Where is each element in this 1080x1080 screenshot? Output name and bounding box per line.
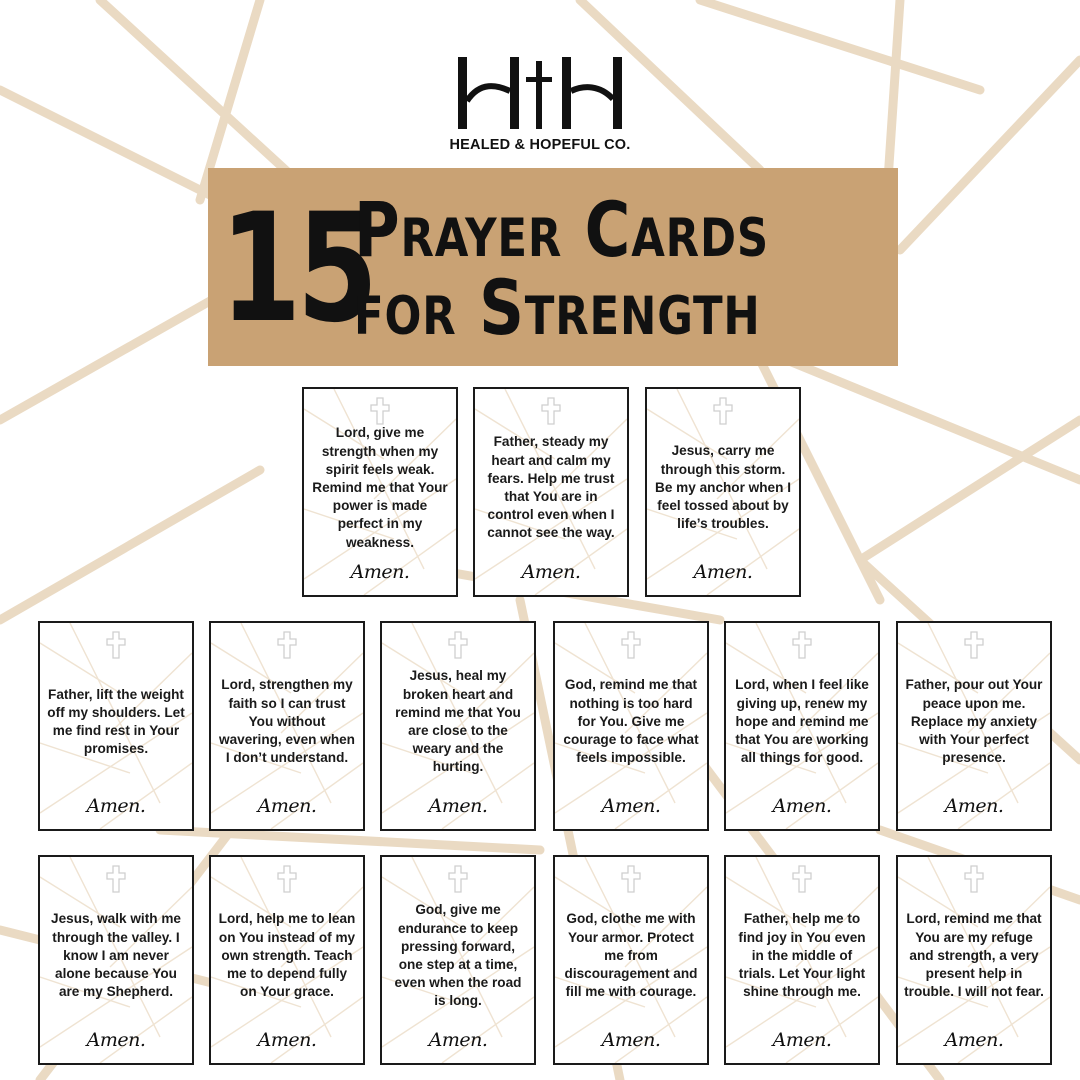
prayer-card <box>896 855 1052 1065</box>
prayer-text: Lord, give me strength when my spirit feels weak. Remind me that Your power is made perfect in my weakness. <box>312 425 448 550</box>
prayer-card <box>209 621 365 831</box>
cross-icon <box>448 865 468 893</box>
cross-icon <box>448 631 468 659</box>
prayer-text: Father, lift the weight off my shoulders. Let me find rest in Your promises. <box>47 686 185 757</box>
prayer-text: Lord, remind me that You are my refuge and strength, a very present help in trouble. I will not fear. <box>904 911 1044 1000</box>
prayer-text: Father, steady my heart and calm my fears. Help me trust that You are in control even when I cannot see the way. <box>487 434 615 541</box>
cross-icon <box>106 865 126 893</box>
amen-signature: Amen. <box>601 795 661 817</box>
prayer-text: Jesus, heal my broken heart and remind me that You are close to the weary and the hurting. <box>395 668 521 775</box>
prayer-card <box>38 621 194 831</box>
prayer-card <box>380 855 536 1065</box>
amen-signature: Amen. <box>772 1029 832 1051</box>
prayer-card <box>380 621 536 831</box>
prayer-card <box>553 855 709 1065</box>
amen-signature: Amen. <box>944 1029 1004 1051</box>
amen-signature: Amen. <box>521 561 581 583</box>
prayer-card <box>473 387 629 597</box>
amen-signature: Amen. <box>86 795 146 817</box>
cross-monogram-icon <box>452 55 628 133</box>
cross-icon <box>621 631 641 659</box>
card-count-number: 15 <box>220 182 374 356</box>
cross-icon <box>621 865 641 893</box>
prayer-text: Lord, strengthen my faith so I can trust You without wavering, even when I don’t understand. <box>219 677 355 766</box>
brand-logo <box>440 55 640 155</box>
cross-icon <box>792 631 812 659</box>
brand-name: HEALED & HOPEFUL CO. <box>449 137 631 153</box>
prayer-text: God, clothe me with Your armor. Protect me from discouragement and fill me with courage. <box>564 911 698 1000</box>
prayer-card <box>38 855 194 1065</box>
cross-icon <box>370 397 390 425</box>
prayer-text: Lord, help me to lean on You instead of my own strength. Teach me to depend fully on Your grace. <box>218 911 356 1000</box>
prayer-card <box>302 387 458 597</box>
prayer-text: Jesus, carry me through this storm. Be my anchor when I feel tossed about by life’s troubles. <box>655 443 791 532</box>
amen-signature: Amen. <box>86 1029 146 1051</box>
prayer-text: Lord, when I feel like giving up, renew my hope and remind me that You are working all things for good. <box>735 677 869 766</box>
prayer-card <box>724 621 880 831</box>
cross-icon <box>277 865 297 893</box>
amen-signature: Amen. <box>428 1029 488 1051</box>
prayer-card <box>896 621 1052 831</box>
prayer-text: Father, pour out Your peace upon me. Replace my anxiety with Your perfect presence. <box>905 677 1043 766</box>
amen-signature: Amen. <box>350 561 410 583</box>
amen-signature: Amen. <box>257 1029 317 1051</box>
prayer-text: Father, help me to find joy in You even in the middle of trials. Let Your light shine through me. <box>738 911 866 1000</box>
cross-icon <box>964 865 984 893</box>
cross-icon <box>541 397 561 425</box>
prayer-card <box>209 855 365 1065</box>
prayer-text: God, remind me that nothing is too hard for You. Give me courage to face what feels impossible. <box>563 677 699 766</box>
prayer-text: God, give me endurance to keep pressing forward, one step at a time, even when the road is long. <box>394 902 522 1009</box>
title-line-1: Prayer Cards <box>354 185 769 274</box>
cross-icon <box>106 631 126 659</box>
prayer-text: Jesus, walk with me through the valley. I know I am never alone because You are my Shepherd. <box>51 911 181 1000</box>
title-banner <box>208 168 898 366</box>
amen-signature: Amen. <box>944 795 1004 817</box>
amen-signature: Amen. <box>772 795 832 817</box>
cross-icon <box>277 631 297 659</box>
cross-icon <box>713 397 733 425</box>
amen-signature: Amen. <box>428 795 488 817</box>
amen-signature: Amen. <box>257 795 317 817</box>
amen-signature: Amen. <box>693 561 753 583</box>
prayer-card <box>724 855 880 1065</box>
title-line-2: for Strength <box>354 263 761 352</box>
cross-icon <box>964 631 984 659</box>
amen-signature: Amen. <box>601 1029 661 1051</box>
cross-icon <box>792 865 812 893</box>
prayer-card <box>645 387 801 597</box>
prayer-card <box>553 621 709 831</box>
